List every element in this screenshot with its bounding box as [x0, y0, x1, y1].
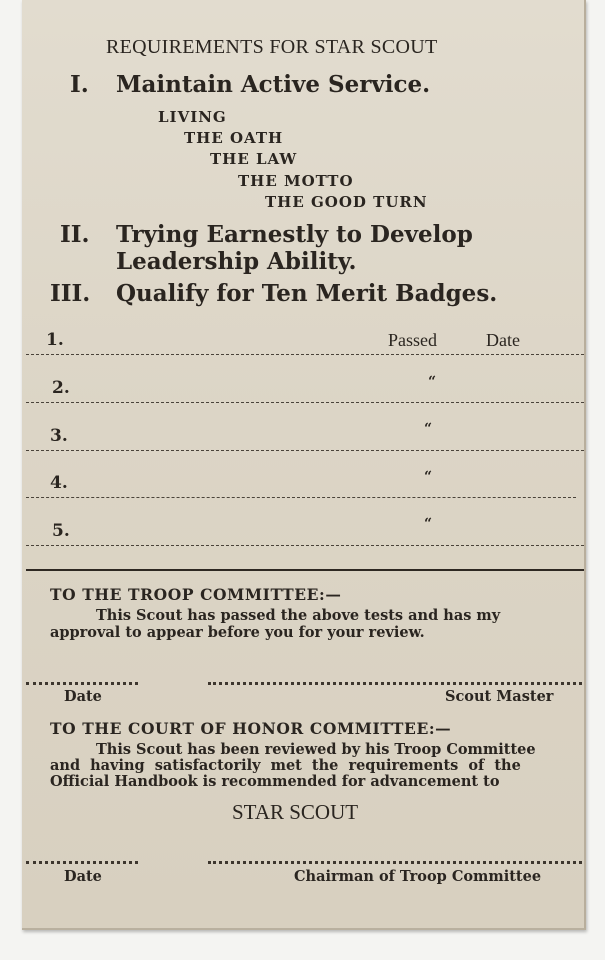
scoutmaster-signature-line	[208, 682, 582, 685]
oath-item-motto: THE MOTTO	[238, 172, 354, 190]
badge-row-4-label: 4.	[50, 473, 68, 493]
badge-row-2-line	[26, 402, 584, 403]
section-2-text-line1: Trying Earnestly to Develop	[116, 221, 473, 248]
rank-name: STAR SCOUT	[232, 800, 359, 824]
oath-item-good-turn: THE GOOD TURN	[265, 193, 428, 211]
oath-item-oath: THE OATH	[184, 129, 284, 147]
badge-row-4-ditto: “	[424, 469, 433, 485]
badge-row-3-line	[26, 450, 584, 451]
oath-item-law: THE LAW	[210, 150, 298, 168]
court-of-honor-text-line3: Official Handbook is recommended for advancement to	[50, 773, 500, 790]
oath-item-living: LIVING	[158, 108, 227, 126]
section-1-text: Maintain Active Service.	[116, 71, 431, 98]
requirements-card	[22, 0, 586, 930]
chairman-date-label: Date	[64, 868, 102, 885]
badge-row-1-line	[26, 354, 584, 355]
date-column-header: Date	[486, 330, 520, 350]
badge-row-1-label: 1.	[46, 330, 64, 350]
troop-committee-text-line2: approval to appear before you for your review.	[50, 624, 425, 641]
page-title: REQUIREMENTS FOR STAR SCOUT	[106, 36, 438, 58]
section-divider	[26, 569, 584, 571]
section-1-number: I.	[70, 71, 89, 98]
badge-row-2-label: 2.	[52, 378, 70, 398]
badge-row-5-line	[26, 545, 584, 546]
chairman-signature-line	[208, 861, 582, 864]
chairman-signature-label: Chairman of Troop Committee	[294, 868, 542, 885]
section-3-text: Qualify for Ten Merit Badges.	[116, 280, 498, 307]
badge-row-4-line	[26, 497, 576, 498]
badge-row-3-ditto: “	[424, 421, 433, 437]
badge-row-5-label: 5.	[52, 521, 70, 541]
court-of-honor-text-line2: and having satisfactorily met the requirements of the	[50, 757, 521, 774]
badge-row-2-ditto: “	[428, 374, 437, 390]
badge-row-5-ditto: “	[424, 516, 433, 532]
chairman-date-line	[26, 861, 138, 864]
scoutmaster-signature-label: Scout Master	[445, 688, 554, 705]
section-2-number: II.	[60, 221, 90, 248]
section-2-text-line2: Leadership Ability.	[116, 248, 357, 275]
court-of-honor-heading: TO THE COURT OF HONOR COMMITTEE:—	[50, 719, 452, 738]
scoutmaster-date-label: Date	[64, 688, 102, 705]
section-3-number: III.	[50, 280, 91, 307]
troop-committee-heading: TO THE TROOP COMMITTEE:—	[50, 585, 342, 604]
badge-row-3-label: 3.	[50, 426, 68, 446]
court-of-honor-text-line1: This Scout has been reviewed by his Troop Committee	[96, 741, 536, 758]
passed-column-header: Passed	[388, 330, 437, 350]
troop-committee-text-line1: This Scout has passed the above tests and has my	[96, 607, 501, 624]
scoutmaster-date-line	[26, 682, 138, 685]
